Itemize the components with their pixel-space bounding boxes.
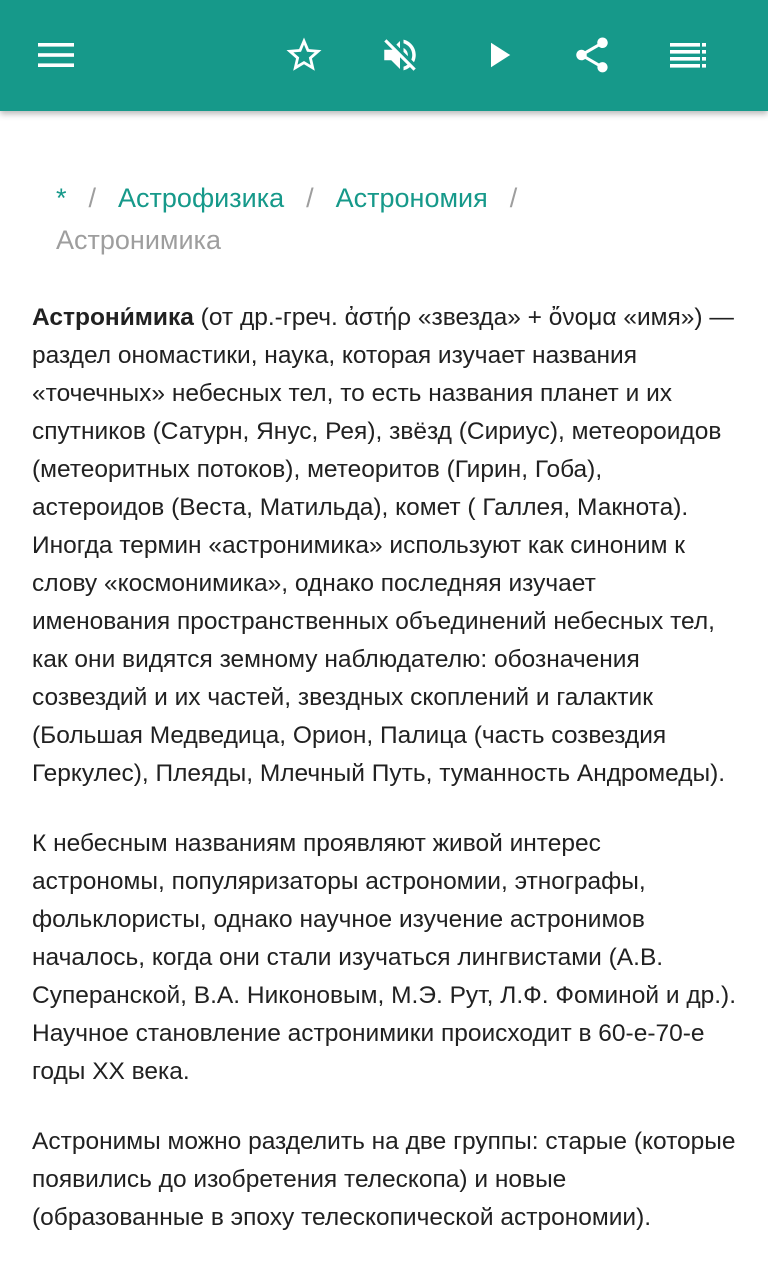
breadcrumb-current: Астронимика — [56, 225, 221, 255]
breadcrumb — [56, 177, 736, 261]
favorite-button[interactable] — [276, 27, 332, 83]
breadcrumb-separator: / — [306, 183, 314, 213]
breadcrumb-separator: / — [88, 183, 97, 213]
list-icon — [668, 40, 708, 70]
article-paragraph — [32, 299, 738, 793]
app-toolbar — [0, 0, 768, 111]
article-body — [32, 299, 738, 1269]
volume-off-icon — [379, 34, 421, 76]
sound-toggle-button[interactable] — [372, 27, 428, 83]
article-content — [0, 111, 768, 1280]
menu-icon — [36, 40, 76, 70]
breadcrumb-separator: / — [509, 183, 518, 213]
contents-button[interactable] — [660, 27, 716, 83]
breadcrumb-root-link[interactable]: * — [56, 183, 67, 213]
share-button[interactable] — [564, 27, 620, 83]
star-outline-icon — [283, 34, 325, 76]
breadcrumb-astronomy-link[interactable]: Астрономия — [335, 183, 488, 213]
menu-button[interactable] — [28, 27, 84, 83]
share-icon — [571, 34, 613, 76]
breadcrumb-astrophysics-link[interactable]: Астрофизика — [118, 183, 285, 213]
article-paragraph: К небесным названиям проявляют живой интерес астрономы, популяризаторы астрономии, этнографы, фольклористы, однако научное изучение астронимов началось, когда они стали изучаться лингвистами (А.В. Суперанской, В.А. Никоновым, М.Э. Рут, Л.Ф. Фоминой и др.). Научное становление астронимики происходит в 60-е-70-е годы XX века. — [32, 830, 737, 1085]
article-paragraph: Астронимы можно разделить на две группы: старые (которые появились до изобретения телескопа) и новые (образованные в эпоху телескопической астрономии). — [32, 1128, 736, 1231]
article-paragraph-text: (от др.-греч. ἀστήρ «звезда» + ὄνομα «имя») — раздел ономастики, наука, которая изучает названия «точечных» небесных тел, то есть названия планет и их спутников (Сатурн, Янус, Рея), звёзд (Сириус), метеороидов (метеоритных потоков), метеоритов (Гирин, Гоба), астероидов (Веста, Матильда), комет ( Галлея, Макнота). Иногда термин «астронимика» используют как синоним к слову «космонимика», однако последняя изучает именования пространственных объединений небесных тел, как они видятся земному наблюдателю: обозначения созвездий и их частей, звездных скоплений и галактик (Большая Медведица, Орион, Палица (часть созвездия Геркулес), Плеяды, Млечный Путь, туманность Андромеды). — [32, 304, 734, 787]
play-button[interactable] — [470, 27, 526, 83]
article-term: Астрони́мика — [32, 304, 194, 331]
play-icon — [477, 34, 519, 76]
